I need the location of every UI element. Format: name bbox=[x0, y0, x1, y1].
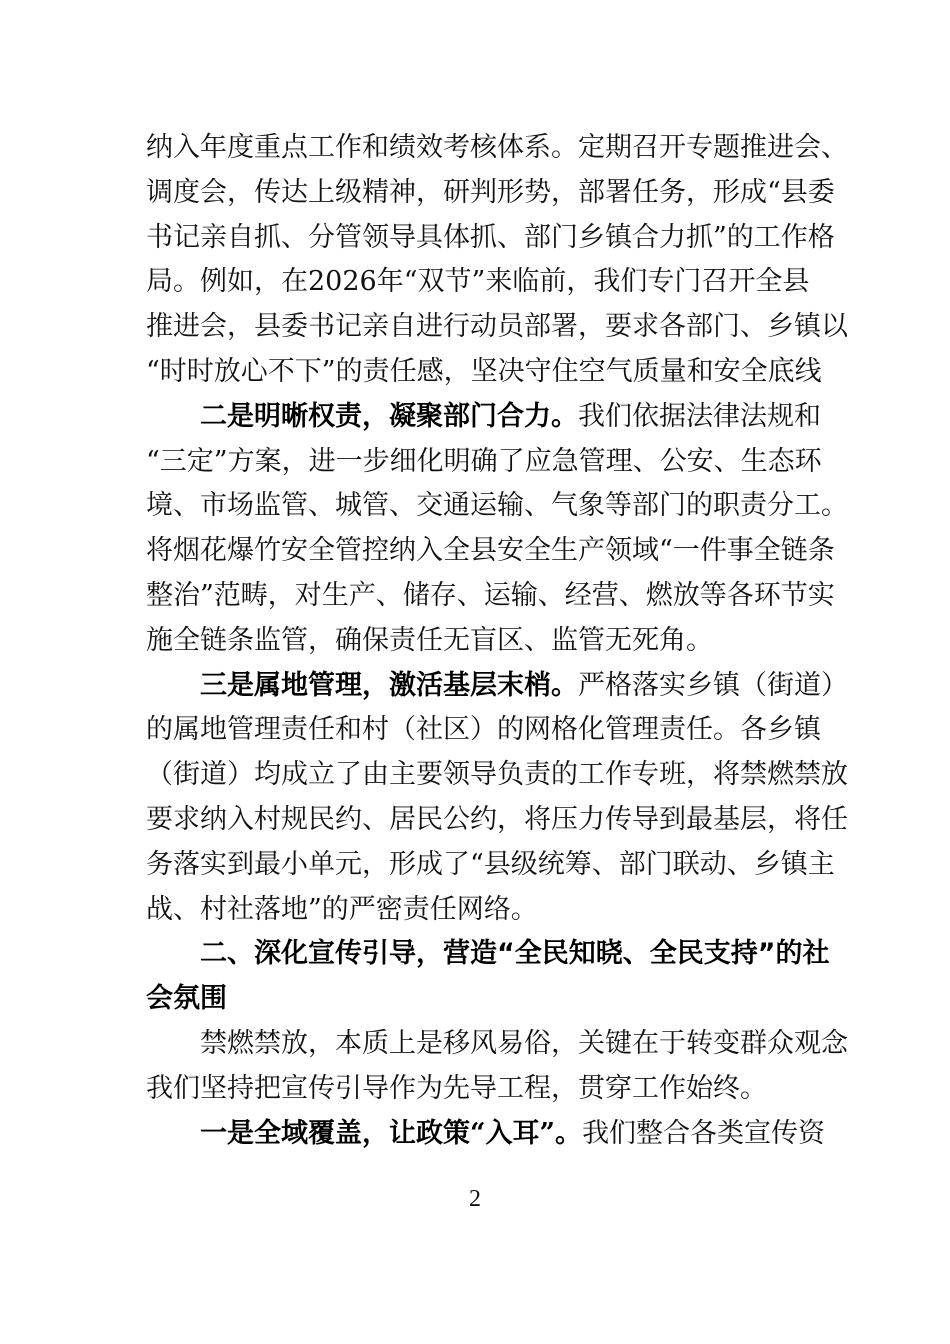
bold-lead-phrase: 一是全域覆盖，让政策“入耳”。 bbox=[200, 1117, 583, 1149]
section-heading-continued: 会氛围 bbox=[146, 983, 227, 1015]
text-line: 我们坚持把宣传引导作为先导工程，贯穿工作始终。 bbox=[146, 1072, 767, 1104]
paragraph-lead-line bbox=[146, 1112, 826, 1157]
bold-lead-phrase: 三是属地管理，激活基层末梢。 bbox=[200, 669, 578, 701]
text-line: “时时放心不下”的责任感，坚决守住空气质量和安全底线 bbox=[146, 355, 822, 387]
text-line: 局。例如，在2026年“双节”来临前，我们专门召开全县 bbox=[146, 266, 810, 298]
text-line: 要求纳入村规民约、居民公约，将压力传导到最基层，将任 bbox=[146, 803, 848, 835]
text-line: 施全链条监管，确保责任无盲区、监管无死角。 bbox=[146, 624, 713, 656]
text-line: 调度会，传达上级精神，研判形势，部署任务，形成“县委 bbox=[146, 176, 835, 208]
text-line: 整治”范畴，对生产、储存、运输、经营、燃放等各环节实 bbox=[146, 579, 835, 611]
text-line: 境、市场监管、城管、交通运输、气象等部门的职责分工。 bbox=[146, 490, 848, 522]
text-line: 务落实到最小单元，形成了“县级统筹、部门联动、乡镇主 bbox=[146, 848, 835, 880]
text-line: 战、村社落地”的严密责任网络。 bbox=[146, 893, 538, 925]
text-line: “三定”方案，进一步细化明确了应急管理、公安、生态环 bbox=[146, 445, 822, 477]
paragraph-lead-line bbox=[146, 664, 848, 709]
text-line: 将烟花爆竹安全管控纳入全县安全生产领域“一件事全链条 bbox=[146, 535, 835, 567]
text-line: 的属地管理责任和村（社区）的网格化管理责任。各乡镇 bbox=[146, 714, 821, 746]
text-line: 禁燃禁放，本质上是移风易俗，关键在于转变群众观念 bbox=[200, 1027, 848, 1059]
document-body bbox=[146, 126, 848, 1156]
text-line: 书记亲自抓、分管领导具体抓、部门乡镇合力抓”的工作格 bbox=[146, 221, 835, 253]
paragraph-lead-line bbox=[146, 395, 821, 440]
text-run: 我们整合各类宣传资 bbox=[582, 1117, 826, 1149]
page-number: 2 bbox=[469, 1186, 481, 1212]
text-run: 我们依据法律法规和 bbox=[578, 400, 821, 432]
text-line: 纳入年度重点工作和绩效考核体系。定期召开专题推进会、 bbox=[146, 132, 848, 163]
text-line: （街道）均成立了由主要领导负责的工作专班，将禁燃禁放 bbox=[146, 759, 848, 791]
text-run: 严格落实乡镇（街道） bbox=[578, 669, 848, 701]
bold-lead-phrase: 二是明晰权责，凝聚部门合力。 bbox=[200, 400, 578, 432]
text-line: 推进会，县委书记亲自进行动员部署，要求各部门、乡镇以 bbox=[146, 311, 848, 343]
section-heading: 二、深化宣传引导，营造“全民知晓、全民支持”的社 bbox=[200, 938, 830, 970]
